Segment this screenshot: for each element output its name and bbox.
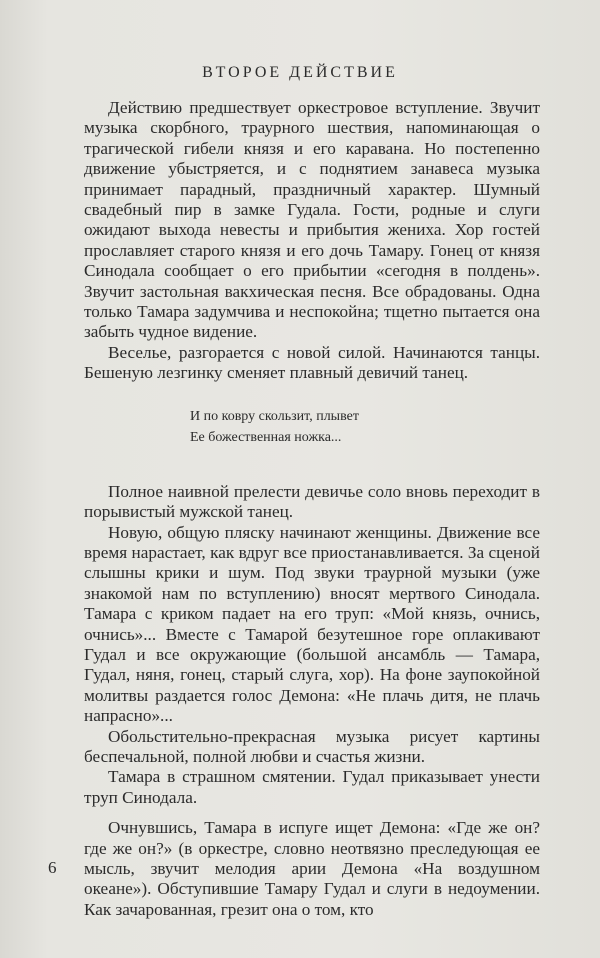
paragraph-music: Обольстительно-прекрасная музыка рисует картины беспечальной, полной любви и счастья жизни. bbox=[84, 726, 540, 766]
body-text bbox=[84, 98, 540, 920]
paragraph-dances: Веселье, разгорается с новой силой. Начинаются танцы. Бешеную лезгинку сменяет плавный девичий танец. bbox=[84, 342, 540, 383]
verse-quote bbox=[190, 406, 540, 448]
paragraph-overture: Действию предшествует оркестровое вступление. Звучит музыка скорбного, траурного шествия, напоминающая о трагической гибели князя и его каравана. Но постепенно движение убыстряется, и с поднятием занавеса музыка принимает парадный, праздничный характер. Шумный свадебный пир в замке Гудала. Гости, родные и слуги ожидают выхода невесты и прибытия жениха. Хор гостей прославляет старого князя и его дочь Тамару. Гонец от князя Синодала сообщает о его прибытии «сегодня в полдень». Звучит застольная вакхическая песня. Все обрадованы. Одна только Тамара задумчива и неспокойна; тщетно пытается она забыть чудное видение. bbox=[84, 98, 540, 342]
paragraph-gudal: Тамара в страшном смятении. Гудал приказывает унести труп Синодала. bbox=[84, 767, 540, 807]
paragraph-solo: Полное наивной прелести девичье соло вновь переходит в порывистый мужской танец. bbox=[84, 481, 540, 522]
verse-line: Ее божественная ножка... bbox=[190, 429, 342, 445]
paragraph-tamara: Очнувшись, Тамара в испуге ищет Демона: «Где же он? где же он?» (в оркестре, словно неотвязно преследующая ее мысль, звучит мелодия арии Демона «На воздушном океане»). Обступившие Тамару Гудал и слуги в недоумении. Как зачарованная, грезит она о том, кто bbox=[84, 818, 540, 919]
paragraph-mourning: Новую, общую пляску начинают женщины. Движение все время нарастает, как вдруг все приостанавливается. За сценой слышны крики и шум. Под звуки траурной музыки (уже знакомой нам по вступлению) вносят мертвого Синодала. Тамара с криком падает на его труп: «Мой князь, очнись, очнись»... Вместе с Тамарой безутешное горе оплакивают Гудал и все окружающие (большой ансамбль — Тамара, Гудал, няня, гонец, старый слуга, хор). На фоне заупокойной молитвы раздается голос Демона: «Не плачь дитя, не плачь напрасно»... bbox=[84, 522, 540, 726]
verse-line: И по ковру скользит, плывет bbox=[190, 408, 359, 424]
section-heading: ВТОРОЕ ДЕЙСТВИЕ bbox=[202, 64, 398, 81]
page-number: 6 bbox=[48, 858, 57, 877]
